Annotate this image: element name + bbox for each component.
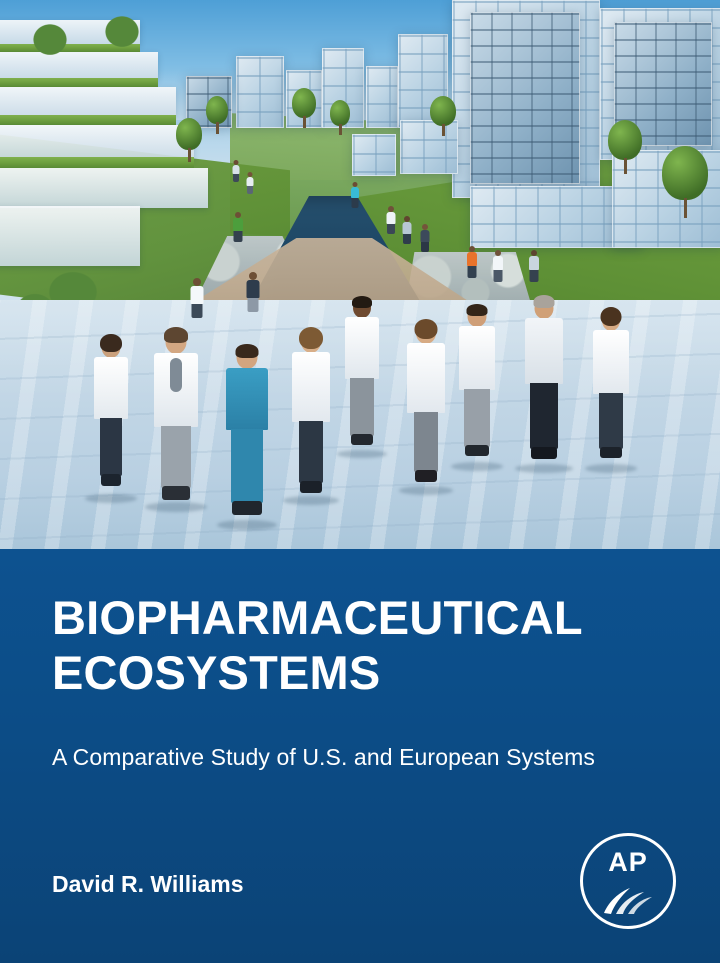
person-distant (190, 278, 204, 318)
tree-trunk (303, 116, 306, 128)
person-foreground (218, 346, 276, 526)
tree-trunk (339, 124, 342, 135)
person-distant (232, 212, 243, 242)
person-distant (350, 182, 359, 208)
person-distant (246, 272, 260, 312)
tree (662, 146, 708, 200)
book-title-line-2: ECOSYSTEMS (52, 645, 381, 699)
tree (206, 96, 228, 124)
elsevier-tree-icon (600, 883, 656, 917)
book-subtitle: A Comparative Study of U.S. and European Systems (52, 744, 596, 770)
person-foreground (452, 306, 502, 468)
terrace-planting (0, 157, 194, 168)
logo-initials: AP (608, 847, 648, 877)
tree (176, 118, 202, 150)
person-foreground (88, 336, 134, 500)
person-foreground (146, 330, 206, 508)
tree-trunk (684, 198, 687, 218)
book-author: David R. Williams (52, 871, 244, 897)
person-distant (528, 250, 539, 282)
person-distant (420, 224, 430, 252)
person-foreground (516, 298, 572, 470)
person-foreground (586, 310, 636, 470)
tree (292, 88, 316, 118)
person-foreground (338, 298, 386, 456)
book-title-line-1: BIOPHARMACEUTICAL (52, 591, 583, 644)
person-distant (402, 216, 412, 244)
academic-press-logo (580, 833, 676, 929)
palm-tree (92, 4, 152, 50)
tree (608, 120, 642, 160)
terraced-building (0, 87, 176, 117)
pavilion (352, 134, 396, 176)
person-distant (386, 206, 396, 234)
person-foreground (400, 322, 452, 492)
person-distant (246, 172, 254, 194)
book-title (52, 591, 672, 700)
title-panel (0, 549, 720, 963)
tree (430, 96, 456, 126)
person-distant (232, 160, 240, 182)
glass-tower-right-core (470, 12, 580, 184)
tree-trunk (624, 158, 627, 174)
terraced-building (0, 125, 194, 159)
terrace-planting (0, 78, 158, 87)
background-building (236, 56, 284, 128)
tree-trunk (188, 148, 191, 162)
terraced-building (0, 168, 208, 208)
background-building (366, 66, 398, 128)
pavilion (400, 120, 458, 174)
terrace-planting (0, 115, 176, 125)
person-foreground (284, 330, 338, 502)
palm-tree (20, 12, 80, 58)
person-distant (492, 250, 503, 282)
tree (330, 100, 350, 126)
person-distant (466, 246, 477, 278)
tree-trunk (442, 124, 445, 136)
tree-trunk (216, 122, 219, 134)
